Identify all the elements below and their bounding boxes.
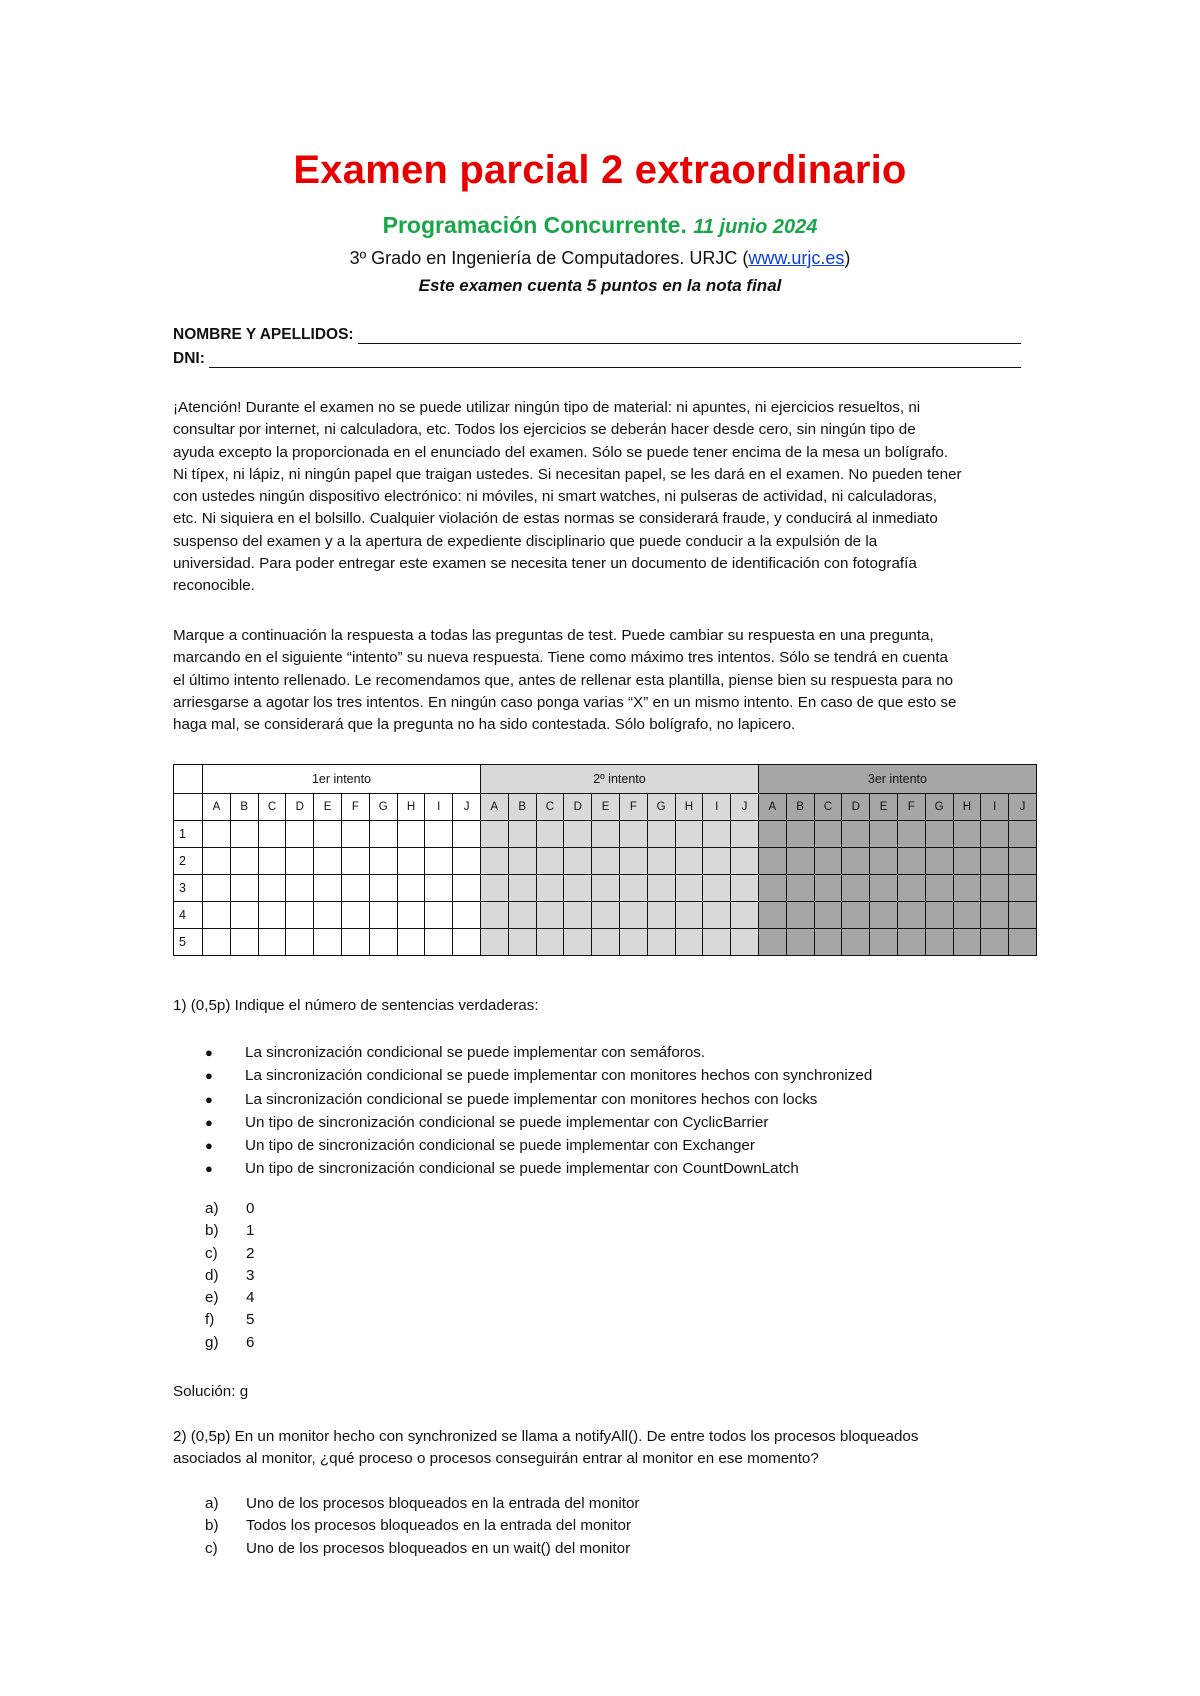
answer-cell[interactable] xyxy=(286,929,314,956)
answer-cell[interactable] xyxy=(369,848,397,875)
exam-title: Examen parcial 2 extraordinario xyxy=(293,148,907,192)
answer-cell[interactable] xyxy=(258,902,286,929)
option-text: 6 xyxy=(246,1333,255,1351)
answer-cell[interactable] xyxy=(953,902,981,929)
answer-cell[interactable] xyxy=(842,848,870,875)
answer-cell[interactable] xyxy=(758,821,786,848)
answer-cell[interactable] xyxy=(925,848,953,875)
option-letter: b) xyxy=(205,1222,219,1240)
dni-line[interactable] xyxy=(209,353,1021,368)
answer-cell[interactable] xyxy=(731,848,759,875)
answer-cell[interactable] xyxy=(258,848,286,875)
answer-cell[interactable] xyxy=(314,875,342,902)
answer-cell[interactable] xyxy=(397,929,425,956)
option-text: 4 xyxy=(246,1289,255,1307)
attention-line: etc. Ni siquiera en el bolsillo. Cualquier violación de estas normas se considerará fraude, y conducirá al inmediato xyxy=(173,510,938,528)
answer-cell[interactable] xyxy=(703,821,731,848)
statement-item xyxy=(205,1041,1025,1064)
attention-line: suspenso del examen y a la apertura de expediente disciplinario que puede conducir a la expulsión de la xyxy=(173,532,878,550)
option-letter: c) xyxy=(205,1244,218,1262)
letter-header: F xyxy=(897,794,925,821)
answer-cell[interactable] xyxy=(981,821,1009,848)
name-field[interactable] xyxy=(173,326,1021,344)
bullet-icon: ● xyxy=(205,1091,213,1107)
answer-cell[interactable] xyxy=(842,875,870,902)
option-letter: d) xyxy=(205,1266,219,1284)
answer-cell[interactable] xyxy=(619,848,647,875)
question-1-statements xyxy=(205,1041,1025,1181)
answer-cell[interactable] xyxy=(286,821,314,848)
answer-cell[interactable] xyxy=(397,875,425,902)
attempt-header: 2º intento xyxy=(480,765,758,794)
question-1-stem: 1) (0,5p) Indique el número de sentencias verdaderas: xyxy=(173,997,539,1014)
letter-header: I xyxy=(981,794,1009,821)
question-number: 5 xyxy=(174,929,203,956)
question-2-stem xyxy=(173,1426,1033,1471)
answer-cell[interactable] xyxy=(314,902,342,929)
answer-cell[interactable] xyxy=(703,902,731,929)
letter-header: F xyxy=(619,794,647,821)
answer-cell[interactable] xyxy=(536,875,564,902)
answer-cell[interactable] xyxy=(703,875,731,902)
letter-header: E xyxy=(314,794,342,821)
answer-cell[interactable] xyxy=(925,929,953,956)
option-text: Uno de los procesos bloqueados en un wait() del monitor xyxy=(246,1539,631,1557)
name-label: NOMBRE Y APELLIDOS: xyxy=(173,326,354,343)
answer-cell[interactable] xyxy=(453,902,481,929)
answer-cell[interactable] xyxy=(230,929,258,956)
answer-cell[interactable] xyxy=(314,929,342,956)
answer-cell[interactable] xyxy=(897,821,925,848)
option-text: 3 xyxy=(246,1266,255,1284)
answer-cell[interactable] xyxy=(508,875,536,902)
answer-cell[interactable] xyxy=(814,848,842,875)
answer-cell[interactable] xyxy=(286,875,314,902)
answer-cell[interactable] xyxy=(258,875,286,902)
answer-cell[interactable] xyxy=(675,929,703,956)
answer-cell[interactable] xyxy=(341,902,369,929)
answer-cell[interactable] xyxy=(953,875,981,902)
instructions-line: marcando en el siguiente “intento” su nueva respuesta. Tiene como máximo tres intentos. Sólo se tendrá en cuenta xyxy=(173,649,949,667)
answer-cell[interactable] xyxy=(814,875,842,902)
answer-cell[interactable] xyxy=(675,902,703,929)
answer-cell[interactable] xyxy=(1009,929,1037,956)
answer-cell[interactable] xyxy=(536,821,564,848)
answer-cell[interactable] xyxy=(564,902,592,929)
bullet-icon: ● xyxy=(205,1068,213,1084)
instructions-line: arriesgarse a agotar los tres intentos. En ningún caso ponga varias “X” en un mismo intento. En caso de que esto se xyxy=(173,693,957,711)
answer-cell[interactable] xyxy=(731,821,759,848)
answer-cell[interactable] xyxy=(564,875,592,902)
option-text: 1 xyxy=(246,1222,255,1240)
answer-cell[interactable] xyxy=(953,821,981,848)
answer-cell[interactable] xyxy=(870,848,898,875)
answer-cell[interactable] xyxy=(592,821,620,848)
answer-cell[interactable] xyxy=(425,875,453,902)
question-2-options xyxy=(205,1493,639,1560)
answer-cell[interactable] xyxy=(341,929,369,956)
answer-cell[interactable] xyxy=(870,875,898,902)
option-letter: f) xyxy=(205,1311,215,1329)
answer-cell[interactable] xyxy=(480,821,508,848)
answer-cell[interactable] xyxy=(786,875,814,902)
answer-cell[interactable] xyxy=(786,821,814,848)
letter-header: I xyxy=(703,794,731,821)
answer-cell[interactable] xyxy=(953,848,981,875)
answer-cell[interactable] xyxy=(786,929,814,956)
answer-cell[interactable] xyxy=(1009,848,1037,875)
answer-cell[interactable] xyxy=(731,929,759,956)
grid-blank-cell xyxy=(174,794,203,821)
answer-cell[interactable] xyxy=(703,848,731,875)
answer-cell[interactable] xyxy=(425,929,453,956)
letter-header: D xyxy=(842,794,870,821)
letter-header: A xyxy=(203,794,231,821)
attention-line: con ustedes ningún dispositivo electrónico: ni móviles, ni smart watches, ni pulseras de actividad, ni calculadoras, xyxy=(173,488,937,506)
answer-cell[interactable] xyxy=(1009,902,1037,929)
letter-header: H xyxy=(397,794,425,821)
letter-header: J xyxy=(731,794,759,821)
letter-header: B xyxy=(230,794,258,821)
answer-cell[interactable] xyxy=(564,821,592,848)
answer-cell[interactable] xyxy=(425,902,453,929)
letter-header: G xyxy=(647,794,675,821)
option-letter: a) xyxy=(205,1495,219,1512)
option-item[interactable] xyxy=(205,1493,639,1515)
letter-header: G xyxy=(369,794,397,821)
answer-cell[interactable] xyxy=(592,902,620,929)
answer-cell[interactable] xyxy=(925,821,953,848)
answer-cell[interactable] xyxy=(675,821,703,848)
option-text: 0 xyxy=(246,1200,255,1217)
question-2-stem-line: asociados al monitor, ¿qué proceso o procesos conseguirán entrar al monitor en ese momento? xyxy=(173,1450,819,1468)
answer-cell[interactable] xyxy=(647,902,675,929)
answer-cell[interactable] xyxy=(203,875,231,902)
answer-cell[interactable] xyxy=(897,875,925,902)
option-item[interactable] xyxy=(205,1198,254,1220)
attempt-header: 1er intento xyxy=(203,765,481,794)
answer-cell[interactable] xyxy=(425,821,453,848)
option-item[interactable] xyxy=(205,1220,254,1242)
answer-cell[interactable] xyxy=(341,875,369,902)
statement-item xyxy=(205,1088,1025,1111)
answer-cell[interactable] xyxy=(981,875,1009,902)
answer-cell[interactable] xyxy=(814,902,842,929)
option-letter: b) xyxy=(205,1517,219,1535)
answer-cell[interactable] xyxy=(230,848,258,875)
question-number: 4 xyxy=(174,902,203,929)
answer-cell[interactable] xyxy=(258,929,286,956)
answer-cell[interactable] xyxy=(1009,821,1037,848)
attention-line: Ni típex, ni lápiz, ni ningún papel que traigan ustedes. Si necesitan papel, se les dará en el examen. No pueden tener xyxy=(173,465,962,483)
answer-cell[interactable] xyxy=(619,929,647,956)
answer-cell[interactable] xyxy=(230,821,258,848)
answer-cell[interactable] xyxy=(758,875,786,902)
statement-item xyxy=(205,1111,1025,1134)
answer-cell[interactable] xyxy=(592,875,620,902)
letter-header: J xyxy=(453,794,481,821)
option-letter: c) xyxy=(205,1539,218,1557)
letter-header: A xyxy=(758,794,786,821)
answer-cell[interactable] xyxy=(480,929,508,956)
instructions-line: el último intento rellenado. Le recomendamos que, antes de rellenar esta plantilla, piense bien su respuesta para no xyxy=(173,671,954,689)
name-line[interactable] xyxy=(358,329,1021,344)
option-text: 2 xyxy=(246,1244,255,1262)
attention-line: reconocible. xyxy=(173,577,255,595)
answer-cell[interactable] xyxy=(619,821,647,848)
option-item[interactable] xyxy=(205,1515,639,1537)
answer-cell[interactable] xyxy=(203,821,231,848)
answer-cell[interactable] xyxy=(897,848,925,875)
degree-suffix: ) xyxy=(844,248,851,268)
attempt-header: 3er intento xyxy=(758,765,1036,794)
answer-cell[interactable] xyxy=(341,848,369,875)
answer-cell[interactable] xyxy=(619,902,647,929)
answer-cell[interactable] xyxy=(564,929,592,956)
statement-text: Un tipo de sincronización condicional se puede implementar con CyclicBarrier xyxy=(245,1113,769,1131)
exam-subtitle xyxy=(0,212,1200,239)
answer-cell[interactable] xyxy=(870,821,898,848)
option-letter: a) xyxy=(205,1200,219,1217)
answer-cell[interactable] xyxy=(369,902,397,929)
letter-header: C xyxy=(814,794,842,821)
attention-line: ayuda excepto la proporcionada en el enunciado del examen. Sólo se puede tener encima de la mesa un bolígrafo. xyxy=(173,443,949,461)
answer-cell[interactable] xyxy=(925,902,953,929)
letter-header: C xyxy=(536,794,564,821)
answer-cell[interactable] xyxy=(508,902,536,929)
grid-corner-cell xyxy=(174,765,203,794)
answer-cell[interactable] xyxy=(592,929,620,956)
letter-header: H xyxy=(953,794,981,821)
subject-name: Programación Concurrente. xyxy=(382,212,687,238)
statement-text: Un tipo de sincronización condicional se puede implementar con Exchanger xyxy=(245,1137,755,1155)
answer-cell[interactable] xyxy=(786,902,814,929)
answer-cell[interactable] xyxy=(564,848,592,875)
answer-cell[interactable] xyxy=(508,929,536,956)
answer-cell[interactable] xyxy=(230,875,258,902)
option-text: 5 xyxy=(246,1311,255,1329)
option-text: Todos los procesos bloqueados en la entrada del monitor xyxy=(246,1517,631,1535)
answer-cell[interactable] xyxy=(508,821,536,848)
letter-header: B xyxy=(786,794,814,821)
letter-header: D xyxy=(286,794,314,821)
degree-text: 3º Grado en Ingeniería de Computadores. URJC ( xyxy=(349,248,749,268)
answer-cell[interactable] xyxy=(203,929,231,956)
option-item[interactable] xyxy=(205,1309,254,1331)
letter-header: G xyxy=(925,794,953,821)
answer-cell[interactable] xyxy=(731,902,759,929)
answer-cell[interactable] xyxy=(1009,875,1037,902)
answer-cell[interactable] xyxy=(758,929,786,956)
answer-grid xyxy=(173,764,1037,956)
answer-cell[interactable] xyxy=(480,875,508,902)
answer-cell[interactable] xyxy=(981,902,1009,929)
question-1-solution: Solución: g xyxy=(173,1383,249,1400)
answer-cell[interactable] xyxy=(870,902,898,929)
answer-cell[interactable] xyxy=(453,848,481,875)
attention-line: universidad. Para poder entregar este examen se necesita tener un documento de identificación con fotografía xyxy=(173,555,917,573)
answer-cell[interactable] xyxy=(286,848,314,875)
option-item[interactable] xyxy=(205,1538,639,1560)
bullet-icon: ● xyxy=(205,1045,213,1060)
answer-cell[interactable] xyxy=(341,821,369,848)
letter-header: H xyxy=(675,794,703,821)
letter-header: D xyxy=(564,794,592,821)
answer-cell[interactable] xyxy=(203,848,231,875)
answer-cell[interactable] xyxy=(758,902,786,929)
option-letter: e) xyxy=(205,1289,219,1307)
answer-cell[interactable] xyxy=(842,929,870,956)
answer-cell[interactable] xyxy=(369,875,397,902)
answer-cell[interactable] xyxy=(230,902,258,929)
answer-cell[interactable] xyxy=(619,875,647,902)
answer-cell[interactable] xyxy=(397,902,425,929)
answer-cell[interactable] xyxy=(953,929,981,956)
question-number: 1 xyxy=(174,821,203,848)
letter-header: B xyxy=(508,794,536,821)
answer-cell[interactable] xyxy=(842,821,870,848)
answer-cell[interactable] xyxy=(480,848,508,875)
option-item[interactable] xyxy=(205,1265,254,1287)
answer-cell[interactable] xyxy=(703,929,731,956)
answer-cell[interactable] xyxy=(536,902,564,929)
answer-cell[interactable] xyxy=(647,875,675,902)
attention-line: consultar por internet, ni calculadora, etc. Todos los ejercicios se deberán hacer desde cero, sin ningún tipo de xyxy=(173,421,916,439)
answer-cell[interactable] xyxy=(897,929,925,956)
instructions-line: Marque a continuación la respuesta a todas las preguntas de test. Puede cambiar su respuesta en una pregunta, xyxy=(173,627,934,644)
weight-note: Este examen cuenta 5 puntos en la nota final xyxy=(418,276,782,295)
answer-cell[interactable] xyxy=(758,848,786,875)
answer-cell[interactable] xyxy=(786,848,814,875)
question-2-stem-line: 2) (0,5p) En un monitor hecho con synchronized se llama a notifyAll(). De entre todos los procesos bloqueados xyxy=(173,1428,919,1445)
statement-item xyxy=(205,1157,1025,1180)
answer-cell[interactable] xyxy=(675,875,703,902)
answer-cell[interactable] xyxy=(480,902,508,929)
answer-cell[interactable] xyxy=(369,929,397,956)
bullet-icon: ● xyxy=(205,1161,213,1177)
answer-cell[interactable] xyxy=(925,875,953,902)
option-text: Uno de los procesos bloqueados en la entrada del monitor xyxy=(246,1495,640,1512)
option-item[interactable] xyxy=(205,1243,254,1265)
bullet-icon: ● xyxy=(205,1114,213,1130)
option-item[interactable] xyxy=(205,1287,254,1309)
answer-cell[interactable] xyxy=(731,875,759,902)
answer-cell[interactable] xyxy=(258,821,286,848)
statement-text: La sincronización condicional se puede implementar con semáforos. xyxy=(245,1044,706,1061)
answer-cell[interactable] xyxy=(981,929,1009,956)
instructions-paragraph xyxy=(173,625,1033,736)
question-number: 3 xyxy=(174,875,203,902)
bullet-icon: ● xyxy=(205,1138,213,1154)
answer-cell[interactable] xyxy=(453,875,481,902)
answer-cell[interactable] xyxy=(314,821,342,848)
answer-cell[interactable] xyxy=(536,848,564,875)
instructions-line: haga mal, se considerará que la pregunta no ha sido contestada. Sólo bolígrafo, no lapicero. xyxy=(173,716,796,734)
letter-header: J xyxy=(1009,794,1037,821)
answer-cell[interactable] xyxy=(814,929,842,956)
answer-cell[interactable] xyxy=(647,929,675,956)
letter-header: C xyxy=(258,794,286,821)
answer-cell[interactable] xyxy=(870,929,898,956)
answer-cell[interactable] xyxy=(286,902,314,929)
statement-text: La sincronización condicional se puede implementar con monitores hechos con synchronized xyxy=(245,1067,873,1085)
answer-cell[interactable] xyxy=(647,848,675,875)
dni-field[interactable] xyxy=(173,350,1021,368)
answer-cell[interactable] xyxy=(814,821,842,848)
answer-cell[interactable] xyxy=(369,821,397,848)
answer-cell[interactable] xyxy=(675,848,703,875)
option-letter: g) xyxy=(205,1333,219,1351)
answer-cell[interactable] xyxy=(453,821,481,848)
attention-paragraph xyxy=(173,397,1033,598)
letter-header: E xyxy=(870,794,898,821)
answer-cell[interactable] xyxy=(425,848,453,875)
statement-text: Un tipo de sincronización condicional se puede implementar con CountDownLatch xyxy=(245,1160,799,1178)
option-item[interactable] xyxy=(205,1332,254,1354)
answer-cell[interactable] xyxy=(592,848,620,875)
answer-cell[interactable] xyxy=(397,848,425,875)
urjc-link[interactable]: www.urjc.es xyxy=(748,248,845,268)
letter-header: E xyxy=(592,794,620,821)
question-number: 2 xyxy=(174,848,203,875)
letter-header: F xyxy=(341,794,369,821)
answer-cell[interactable] xyxy=(536,929,564,956)
statement-text: La sincronización condicional se puede implementar con monitores hechos con locks xyxy=(245,1090,818,1108)
exam-date: 11 junio 2024 xyxy=(693,216,818,238)
question-1-options xyxy=(205,1198,254,1354)
letter-header: I xyxy=(425,794,453,821)
statement-item xyxy=(205,1064,1025,1087)
letter-header: A xyxy=(480,794,508,821)
attention-line: ¡Atención! Durante el examen no se puede utilizar ningún tipo de material: ni apuntes, ni ejercicios resueltos, ni xyxy=(173,399,921,416)
dni-label: DNI: xyxy=(173,350,205,367)
degree-line xyxy=(0,248,1200,269)
statement-item xyxy=(205,1134,1025,1157)
answer-cell[interactable] xyxy=(647,821,675,848)
answer-cell[interactable] xyxy=(314,848,342,875)
answer-cell[interactable] xyxy=(981,848,1009,875)
answer-cell[interactable] xyxy=(897,902,925,929)
answer-cell[interactable] xyxy=(203,902,231,929)
answer-cell[interactable] xyxy=(842,902,870,929)
answer-cell[interactable] xyxy=(453,929,481,956)
answer-cell[interactable] xyxy=(508,848,536,875)
answer-cell[interactable] xyxy=(397,821,425,848)
